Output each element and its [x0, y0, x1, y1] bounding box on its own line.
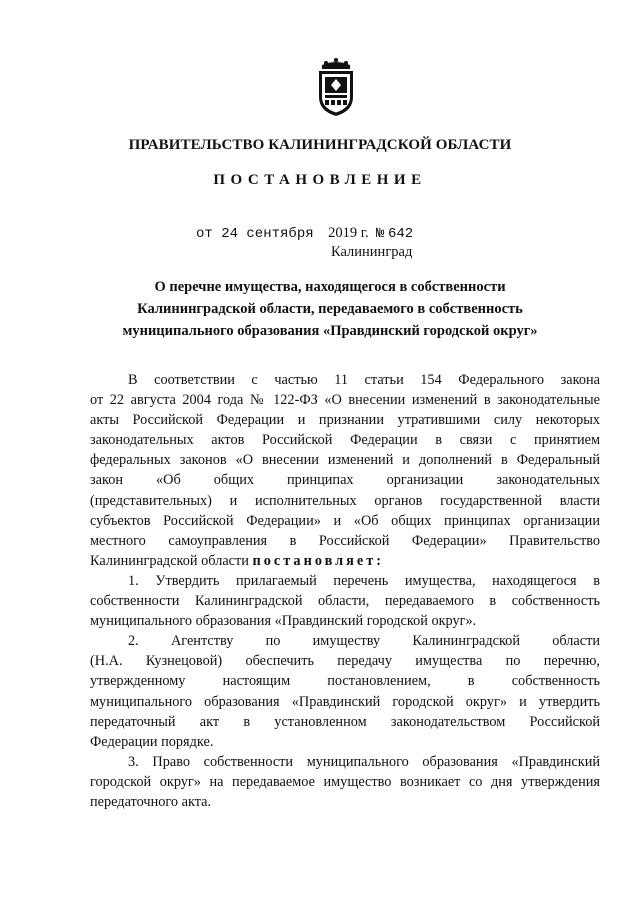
body-line: передаточного акта. — [90, 793, 212, 810]
city: Калининград — [331, 244, 413, 260]
body-line: муниципального образования «Правдинский городской округ» и утвердить — [90, 693, 600, 710]
clause-3: 3. Право собственности муниципального образования «Правдинский — [128, 753, 600, 770]
body-line: (представительных) и исполнительных органов государственной власти — [90, 492, 600, 509]
document-number: 642 — [387, 226, 414, 242]
document-type: ПОСТАНОВЛЕНИЕ — [213, 172, 427, 188]
number-sign: № — [375, 226, 385, 242]
body-line: федеральных законов «О внесении изменений и дополнений в Федеральный — [90, 452, 600, 469]
resolves-word: постановляет: — [252, 552, 385, 569]
body-line-text: Калининградской области — [90, 552, 249, 569]
date-and-number — [196, 225, 413, 242]
title-line: О перечне имущества, находящегося в собственности — [154, 279, 506, 295]
document-date: от 24 сентября — [196, 226, 314, 242]
body-line: законодательных актов Российской Федерации в связи с принятием — [90, 432, 600, 449]
body-line: городской округ» на передаваемое имущество возникает со дня утверждения — [90, 773, 600, 790]
title-line: муниципального образования «Правдинский городской округ» — [122, 323, 538, 339]
body-line: от 22 августа 2004 года № 122-ФЗ «О внесении изменений в законодательные — [90, 392, 600, 409]
body-line: субъектов Российской Федерации» и «Об общих принципах организации — [90, 512, 600, 529]
document-title — [100, 276, 560, 342]
body-line: (Н.А. Кузнецовой) обеспечить передачу имущества по перечню, — [90, 653, 600, 670]
body-line — [90, 551, 600, 571]
body-line: собственности Калининградской области, передаваемого в собственность — [90, 593, 600, 610]
clause-2: 2. Агентству по имуществу Калининградской области — [128, 633, 600, 650]
body-line: местного самоуправления в Российской Федерации» Правительство — [90, 532, 600, 549]
document-body — [90, 370, 600, 812]
document-year: 2019 г. — [328, 225, 369, 241]
clause-1: 1. Утвердить прилагаемый перечень имущества, находящегося в — [128, 572, 600, 589]
body-line: утвержденному настоящим постановлением, в собственность — [90, 673, 600, 690]
body-line: закон «Об общих принципах организации законодательных — [90, 472, 600, 489]
body-line: Федерации порядке. — [90, 733, 214, 750]
body-line: передаточный акт в установленном законодательством Российской — [90, 713, 600, 730]
body-line: В соответствии с частью 11 статьи 154 Федерального закона — [128, 372, 600, 388]
body-line: акты Российской Федерации и признании утратившими силу некоторых — [90, 412, 600, 429]
body-line: муниципального образования «Правдинский городской округ». — [90, 613, 477, 630]
coat-of-arms-icon — [314, 57, 358, 117]
title-line: Калининградской области, передаваемого в собственность — [137, 301, 523, 317]
authority-name: ПРАВИТЕЛЬСТВО КАЛИНИНГРАДСКОЙ ОБЛАСТИ — [128, 137, 512, 153]
